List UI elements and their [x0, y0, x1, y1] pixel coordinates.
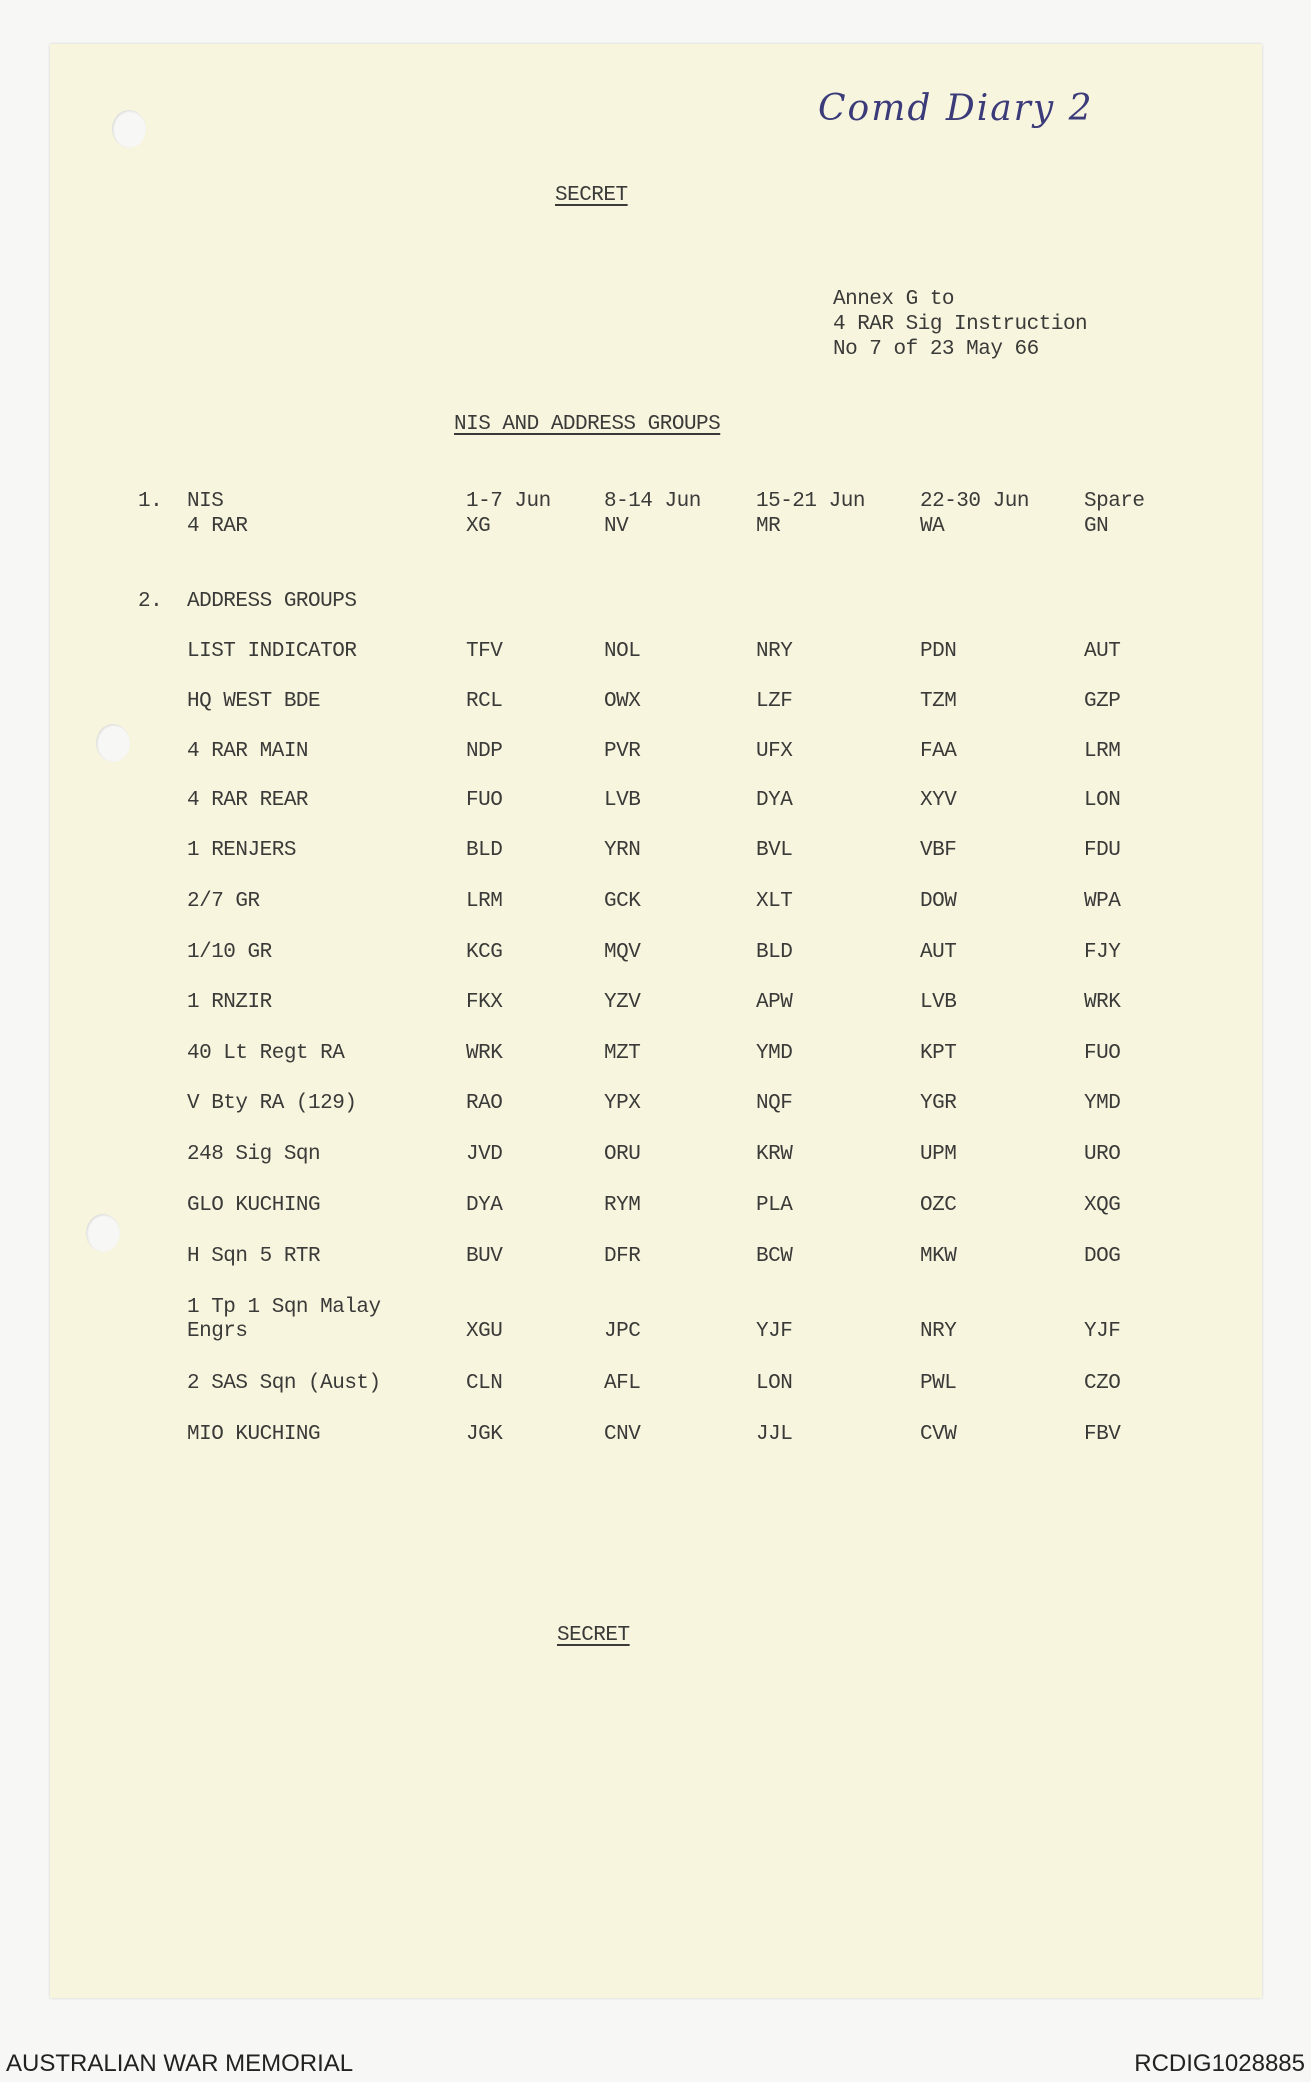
address-code: PDN [920, 640, 957, 663]
address-code: VBF [920, 839, 957, 862]
address-code: UFX [756, 740, 793, 763]
address-code: WPA [1084, 890, 1121, 913]
nis-label: NIS [187, 490, 224, 513]
address-code: BLD [756, 941, 793, 964]
address-code: LRM [466, 890, 503, 913]
annex-line: No 7 of 23 May 66 [833, 338, 1039, 361]
period-header: 1-7 Jun [466, 490, 551, 513]
address-code: NRY [920, 1320, 957, 1343]
unit-name: 2 SAS Sqn (Aust) [187, 1372, 381, 1395]
address-code: GCK [604, 890, 641, 913]
address-code: MKW [920, 1245, 957, 1268]
address-code: AFL [604, 1372, 641, 1395]
section-number: 2. [138, 590, 163, 613]
address-code: PVR [604, 740, 641, 763]
address-code: DOG [1084, 1245, 1121, 1268]
address-code: URO [1084, 1143, 1121, 1166]
address-code: LON [756, 1372, 793, 1395]
unit-name: 1/10 GR [187, 941, 272, 964]
nis-code: MR [756, 515, 781, 538]
address-code: APW [756, 991, 793, 1014]
address-code: KPT [920, 1042, 957, 1065]
address-code: XGU [466, 1320, 503, 1343]
address-code: DOW [920, 890, 957, 913]
handwritten-note: Comd Diary 2 [818, 88, 1094, 129]
address-code: YJF [756, 1320, 793, 1343]
nis-code: XG [466, 515, 491, 538]
address-code: MZT [604, 1042, 641, 1065]
unit-name: 1 RNZIR [187, 991, 272, 1014]
address-code: FUO [1084, 1042, 1121, 1065]
period-header: Spare [1084, 490, 1145, 513]
address-code: YRN [604, 839, 641, 862]
address-code: LVB [604, 789, 641, 812]
punch-hole [96, 724, 130, 762]
address-code: ORU [604, 1143, 641, 1166]
address-code: NOL [604, 640, 641, 663]
footer-source: AUSTRALIAN WAR MEMORIAL [6, 2050, 354, 2077]
address-code: PLA [756, 1194, 793, 1217]
footer-id: RCDIG1028885 [1134, 2050, 1305, 2077]
address-code: FBV [1084, 1423, 1121, 1446]
address-code: KRW [756, 1143, 793, 1166]
address-code: BCW [756, 1245, 793, 1268]
document-page [50, 44, 1262, 1998]
unit-name: LIST INDICATOR [187, 640, 357, 663]
unit-name: 1 RENJERS [187, 839, 296, 862]
address-code: NRY [756, 640, 793, 663]
document-title: NIS AND ADDRESS GROUPS [454, 413, 721, 436]
address-code: FKX [466, 991, 503, 1014]
classification-bottom: SECRET [557, 1624, 630, 1647]
unit-name: 40 Lt Regt RA [187, 1042, 345, 1065]
address-code: XLT [756, 890, 793, 913]
address-code: RYM [604, 1194, 641, 1217]
address-code: YMD [1084, 1092, 1121, 1115]
address-code: YZV [604, 991, 641, 1014]
address-code: WRK [466, 1042, 503, 1065]
address-code: JGK [466, 1423, 503, 1446]
address-code: PWL [920, 1372, 957, 1395]
annex-line: Annex G to [833, 288, 955, 311]
address-code: DYA [756, 789, 793, 812]
address-groups-label: ADDRESS GROUPS [187, 590, 357, 613]
address-code: TFV [466, 640, 503, 663]
address-code: JVD [466, 1143, 503, 1166]
address-code: AUT [1084, 640, 1121, 663]
address-code: BUV [466, 1245, 503, 1268]
period-header: 8-14 Jun [604, 490, 701, 513]
punch-hole [86, 1214, 120, 1252]
nis-unit: 4 RAR [187, 515, 248, 538]
address-code: GZP [1084, 690, 1121, 713]
address-code: RAO [466, 1092, 503, 1115]
unit-name: HQ WEST BDE [187, 690, 321, 713]
address-code: NQF [756, 1092, 793, 1115]
address-code: LZF [756, 690, 793, 713]
section-number: 1. [138, 490, 163, 513]
period-header: 22-30 Jun [920, 490, 1029, 513]
address-code: OWX [604, 690, 641, 713]
address-code: WRK [1084, 991, 1121, 1014]
address-code: RCL [466, 690, 503, 713]
unit-name: MIO KUCHING [187, 1423, 321, 1446]
address-code: CNV [604, 1423, 641, 1446]
punch-hole [112, 110, 146, 148]
address-code: JJL [756, 1423, 793, 1446]
address-code: UPM [920, 1143, 957, 1166]
address-code: FUO [466, 789, 503, 812]
unit-name: 1 Tp 1 Sqn Malay Engrs [187, 1296, 381, 1343]
address-code: CVW [920, 1423, 957, 1446]
nis-code: GN [1084, 515, 1109, 538]
period-header: 15-21 Jun [756, 490, 865, 513]
annex-line: 4 RAR Sig Instruction [833, 313, 1088, 336]
nis-code: NV [604, 515, 629, 538]
unit-name: H Sqn 5 RTR [187, 1245, 321, 1268]
address-code: YJF [1084, 1320, 1121, 1343]
address-code: DFR [604, 1245, 641, 1268]
address-code: CZO [1084, 1372, 1121, 1395]
address-code: MQV [604, 941, 641, 964]
address-code: YGR [920, 1092, 957, 1115]
address-code: CLN [466, 1372, 503, 1395]
address-code: LVB [920, 991, 957, 1014]
address-code: YPX [604, 1092, 641, 1115]
unit-name: 2/7 GR [187, 890, 260, 913]
unit-name: 4 RAR MAIN [187, 740, 309, 763]
address-code: BLD [466, 839, 503, 862]
address-code: YMD [756, 1042, 793, 1065]
address-code: JPC [604, 1320, 641, 1343]
unit-name: 4 RAR REAR [187, 789, 309, 812]
address-code: XQG [1084, 1194, 1121, 1217]
unit-name: V Bty RA (129) [187, 1092, 357, 1115]
unit-name: GLO KUCHING [187, 1194, 321, 1217]
address-code: AUT [920, 941, 957, 964]
address-code: KCG [466, 941, 503, 964]
address-code: FAA [920, 740, 957, 763]
address-code: LON [1084, 789, 1121, 812]
address-code: BVL [756, 839, 793, 862]
address-code: DYA [466, 1194, 503, 1217]
address-code: OZC [920, 1194, 957, 1217]
address-code: XYV [920, 789, 957, 812]
classification-top: SECRET [555, 184, 628, 207]
nis-code: WA [920, 515, 945, 538]
address-code: FDU [1084, 839, 1121, 862]
address-code: FJY [1084, 941, 1121, 964]
address-code: NDP [466, 740, 503, 763]
unit-name: 248 Sig Sqn [187, 1143, 321, 1166]
address-code: LRM [1084, 740, 1121, 763]
address-code: TZM [920, 690, 957, 713]
